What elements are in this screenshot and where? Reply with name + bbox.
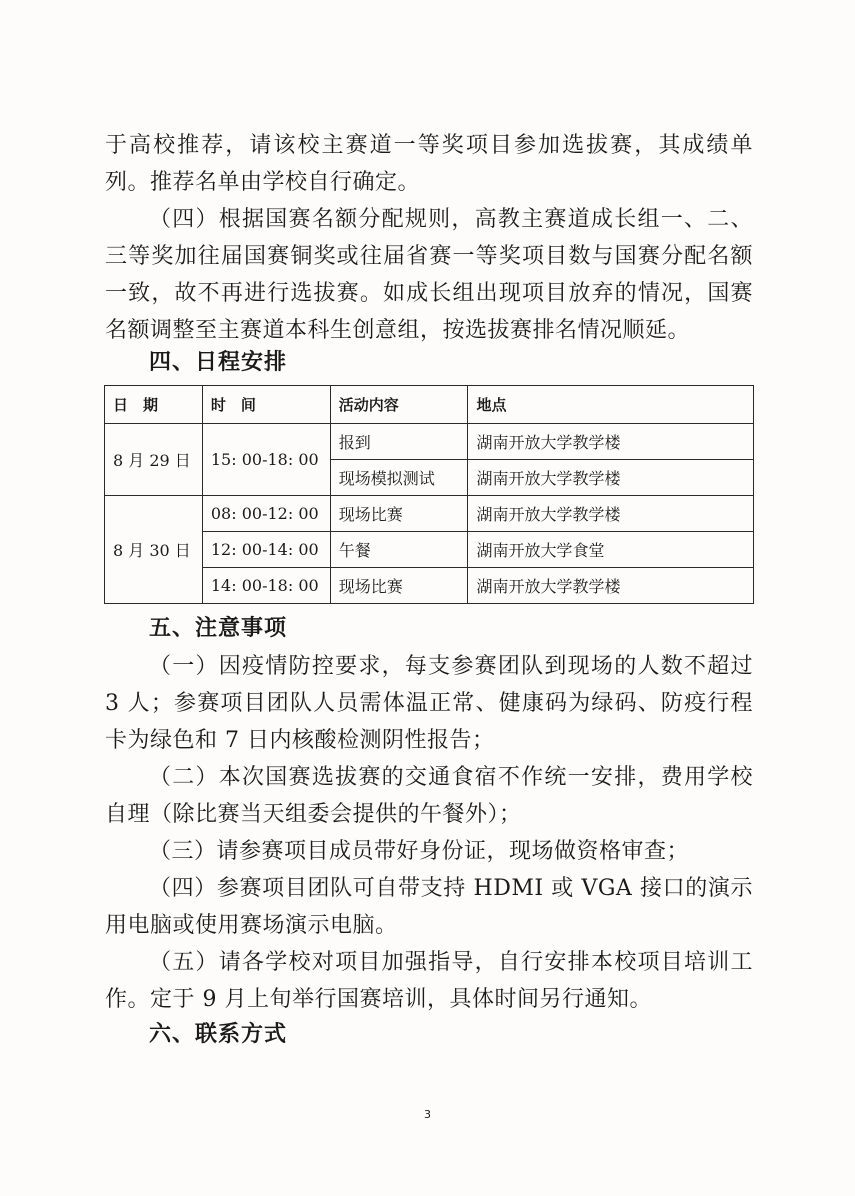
- heading-notes: 五、注意事项: [149, 616, 288, 641]
- location-cell: 湖南开放大学教学楼: [468, 568, 754, 604]
- paragraph-quota-rule: （四）根据国赛名额分配规则，高教主赛道成长组一、二、三等奖加往届国赛铜奖或往届省赛一等奖项目数与国赛分配名额一致，故不再进行选拔赛。如成长组出现项目放弃的情况，国赛名额调整至主赛道本科生创意组，按选拔赛排名情况顺延。: [105, 207, 753, 343]
- date-cell: 8 月 30 日: [105, 496, 203, 604]
- location-cell: 湖南开放大学教学楼: [468, 460, 754, 496]
- table-row: [105, 496, 754, 532]
- activity-cell: 现场比赛: [330, 496, 468, 532]
- note-computer: （四）参赛项目团队可自带支持 HDMI 或 VGA 接口的演示用电脑或使用赛场演示电脑。: [105, 876, 753, 938]
- table-row: [105, 532, 754, 568]
- header-location: 地点: [468, 386, 754, 424]
- activity-cell: 午餐: [330, 532, 468, 568]
- note-travel: （二）本次国赛选拔赛的交通食宿不作统一安排，费用学校自理（除比赛当天组委会提供的午餐外）；: [105, 765, 753, 827]
- header-time: 时 间: [202, 386, 330, 424]
- activity-cell: 现场比赛: [330, 568, 468, 604]
- table-header-row: [105, 386, 754, 424]
- date-cell: 8 月 29 日: [105, 424, 203, 496]
- activity-cell: 现场模拟测试: [330, 460, 468, 496]
- note-epidemic: （一）因疫情防控要求，每支参赛团队到现场的人数不超过 3 人；参赛项目团队人员需体温正常、健康码为绿码、防疫行程卡为绿色和 7 日内核酸检测阴性报告；: [105, 654, 753, 753]
- location-cell: 湖南开放大学食堂: [468, 532, 754, 568]
- location-cell: 湖南开放大学教学楼: [468, 496, 754, 532]
- time-cell: 08: 00-12: 00: [202, 496, 330, 532]
- header-activity: 活动内容: [330, 386, 468, 424]
- time-cell: 15: 00-18: 00: [202, 424, 330, 496]
- heading-schedule: 四、日程安排: [149, 350, 288, 375]
- schedule-table: [104, 385, 754, 604]
- heading-contact: 六、联系方式: [149, 1022, 288, 1047]
- paragraph-recommendation: 于高校推荐，请该校主赛道一等奖项目参加选拔赛，其成绩单列。推荐名单由学校自行确定。: [105, 133, 753, 195]
- note-training: （五）请各学校对项目加强指导，自行安排本校项目培训工作。定于 9 月上旬举行国赛培训，具体时间另行通知。: [105, 950, 753, 1012]
- table-row: [105, 568, 754, 604]
- time-cell: 12: 00-14: 00: [202, 532, 330, 568]
- activity-cell: 报到: [330, 424, 468, 460]
- table-row: [105, 424, 754, 460]
- note-id-card: （三）请参赛项目成员带好身份证，现场做资格审查；: [149, 839, 690, 864]
- header-date: 日 期: [105, 386, 203, 424]
- location-cell: 湖南开放大学教学楼: [468, 424, 754, 460]
- time-cell: 14: 00-18: 00: [202, 568, 330, 604]
- page-number: 3: [424, 1108, 431, 1121]
